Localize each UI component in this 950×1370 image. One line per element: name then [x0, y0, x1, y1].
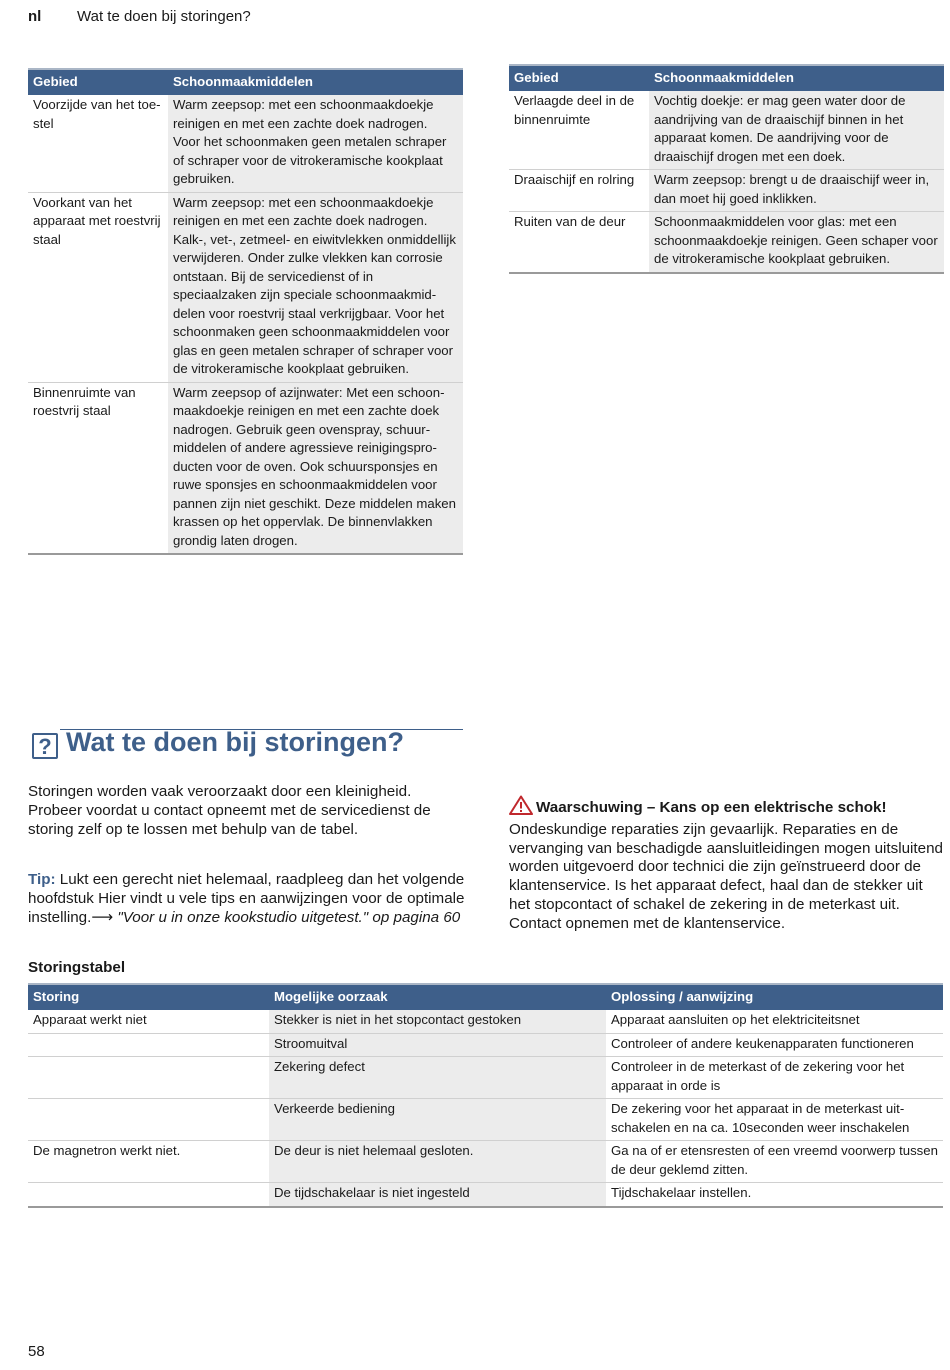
warning-body: Ondeskundige reparaties zijn gevaarlijk. Reparaties en de vervanging van beschadigde aansluitleidingen mogen uitsluitend worden uitgevoerd door technici die zijn geïnstrueerd door de klantenservice. Is het apparaat defect, haal dan de stekker uit het stopcontact of schakel de zekering in de meterkast uit. Contact opnemen met de klantenservice. [509, 820, 943, 932]
column-header-area: Gebied [509, 65, 649, 91]
column-header-fault: Storing [28, 984, 269, 1010]
agent-cell: Warm zeepsop: met een schoonmaakdoekje reinigen en met een zachte doek nadrogen. Voor het schoonmaken geen metalen schraper of schraper voor de vitrokeramische kookplaat gebruiken. [168, 95, 463, 192]
cause-cell: Zekering defect [269, 1057, 606, 1099]
fault-table-title: Storingstabel [28, 959, 126, 976]
tip-label: Tip: [28, 871, 56, 888]
table-row [28, 1010, 943, 1033]
warning-triangle-icon [509, 795, 533, 821]
area-cell: Voorzijde van het toestel [28, 95, 168, 192]
tip-paragraph [28, 871, 468, 927]
arrow-icon: ⟶ [91, 908, 114, 926]
table-row [509, 91, 944, 170]
table-row [28, 1141, 943, 1183]
table-row [28, 1057, 943, 1099]
cause-cell: Stekker is niet in het stopcontact gestoken [269, 1010, 606, 1033]
column-header-solution: Oplossing / aanwijzing [606, 984, 943, 1010]
fault-cell [28, 1183, 269, 1207]
column-header-agent: Schoonmaakmiddelen [649, 65, 944, 91]
cause-cell: De tijdschakelaar is niet ingesteld [269, 1183, 606, 1207]
fault-table [28, 983, 943, 1208]
fault-cell [28, 1057, 269, 1099]
intro-paragraph: Storingen worden vaak veroorzaakt door een kleinigheid. Probeer voordat u contact opneemt met de servicedienst de storing zelf op te lossen met behulp van de tabel. [28, 783, 431, 838]
agent-cell: Vochtig doekje: er mag geen water door de aandrijving van de draaischijf binnen in het apparaat komen. De aandrijving voor de draaischijf drogen met een doek. [649, 91, 944, 170]
agent-cell: Warm zeepsop: met een schoonmaakdoekje reinigen en met een zachte doek nadrogen. Kalk-, vet-, zetmeel- en eiwitvlekken onmiddellijk verwijderen. Onder zulke vlekken kan corrosie ontstaan. Bij de servicedienst of in speciaalzaken zijn speciale schoonmaakmiddelen voor roestvrij staal verkrijgbaar. Voor het schoonmaken geen schoonmaakmiddelen voor glas en geen metalen schraper of schraper voor de vitrokeramische kookplaat gebruiken. [168, 192, 463, 382]
table-row [28, 1099, 943, 1141]
cleaning-table-left [28, 68, 463, 555]
cause-cell: Stroomuitval [269, 1033, 606, 1057]
table-row [28, 1183, 943, 1207]
column-header-agent: Schoonmaakmiddelen [168, 69, 463, 95]
agent-cell: Warm zeepsop: brengt u de draaischijf weer in, dan moet hij goed inklikken. [649, 170, 944, 212]
page-reference-link[interactable]: "Voor u in onze kookstudio uitgetest." op pagina 60 [113, 908, 461, 926]
page-number: 58 [28, 1343, 45, 1360]
table-row [509, 170, 944, 212]
fault-cell [28, 1099, 269, 1141]
language-code: nl [28, 8, 42, 25]
agent-cell: Warm zeepsop of azijnwater: Met een schoonmaakdoekje reinigen en met een zachte doek nadrogen. Gebruik geen ovenspray, schuurmiddelen of andere agressieve reinigingsproducten voor de oven. Ook schuursponsjes en ruwe sponsjes en schoonmaakmiddelen voor pannen zijn niet geschikt. Deze middelen maken krassen op het oppervlak. De binnenvlakken grondig laten drogen. [168, 382, 463, 554]
fault-cell: Apparaat werkt niet [28, 1010, 269, 1033]
area-cell: Verlaagde deel in de binnenruimte [509, 91, 649, 170]
warning-title: Waarschuwing – Kans op een elektrische schok! [536, 799, 887, 816]
fault-cell [28, 1033, 269, 1057]
running-header-title: Wat te doen bij storingen? [77, 8, 251, 25]
cause-cell: De deur is niet helemaal gesloten. [269, 1141, 606, 1183]
table-row [28, 382, 463, 554]
column-header-area: Gebied [28, 69, 168, 95]
tip-text: Lukt een gerecht niet helemaal, raadpleeg dan het volgende hoofdstuk Hier vindt u vele tips en aanwijzingen voor de optimale instelling. [28, 871, 465, 926]
column-header-cause: Mogelijke oorzaak [269, 984, 606, 1010]
area-cell: Draaischijf en rolring [509, 170, 649, 212]
solution-cell: Tijdschakelaar instellen. [606, 1183, 943, 1207]
cause-cell: Verkeerde bediening [269, 1099, 606, 1141]
warning-block [509, 795, 943, 934]
area-cell: Binnenruimte van roestvrij staal [28, 382, 168, 554]
solution-cell: De zekering voor het apparaat in de meterkast uitschakelen en na ca. 10seconden weer inschakelen [606, 1099, 943, 1141]
table-row [28, 1033, 943, 1057]
fault-cell: De magnetron werkt niet. [28, 1141, 269, 1183]
area-cell: Voorkant van het apparaat met roestvrij staal [28, 192, 168, 382]
solution-cell: Controleer in de meterkast of de zekering voor het apparaat in orde is [606, 1057, 943, 1099]
cleaning-table-right [509, 64, 944, 274]
table-row [28, 95, 463, 192]
table-row [509, 212, 944, 273]
agent-cell: Schoonmaakmiddelen voor glas: met een schoonmaakdoekje reinigen. Geen schaper voor de vitrokeramische kookplaat gebruiken. [649, 212, 944, 273]
solution-cell: Controleer of andere keukenapparaten functioneren [606, 1033, 943, 1057]
question-icon: ? [32, 733, 58, 759]
table-row [28, 192, 463, 382]
section-title: Wat te doen bij storingen? [66, 727, 404, 757]
solution-cell: Apparaat aansluiten op het elektriciteitsnet [606, 1010, 943, 1033]
solution-cell: Ga na of er etensresten of een vreemd voorwerp tussen de deur geklemd zitten. [606, 1141, 943, 1183]
area-cell: Ruiten van de deur [509, 212, 649, 273]
